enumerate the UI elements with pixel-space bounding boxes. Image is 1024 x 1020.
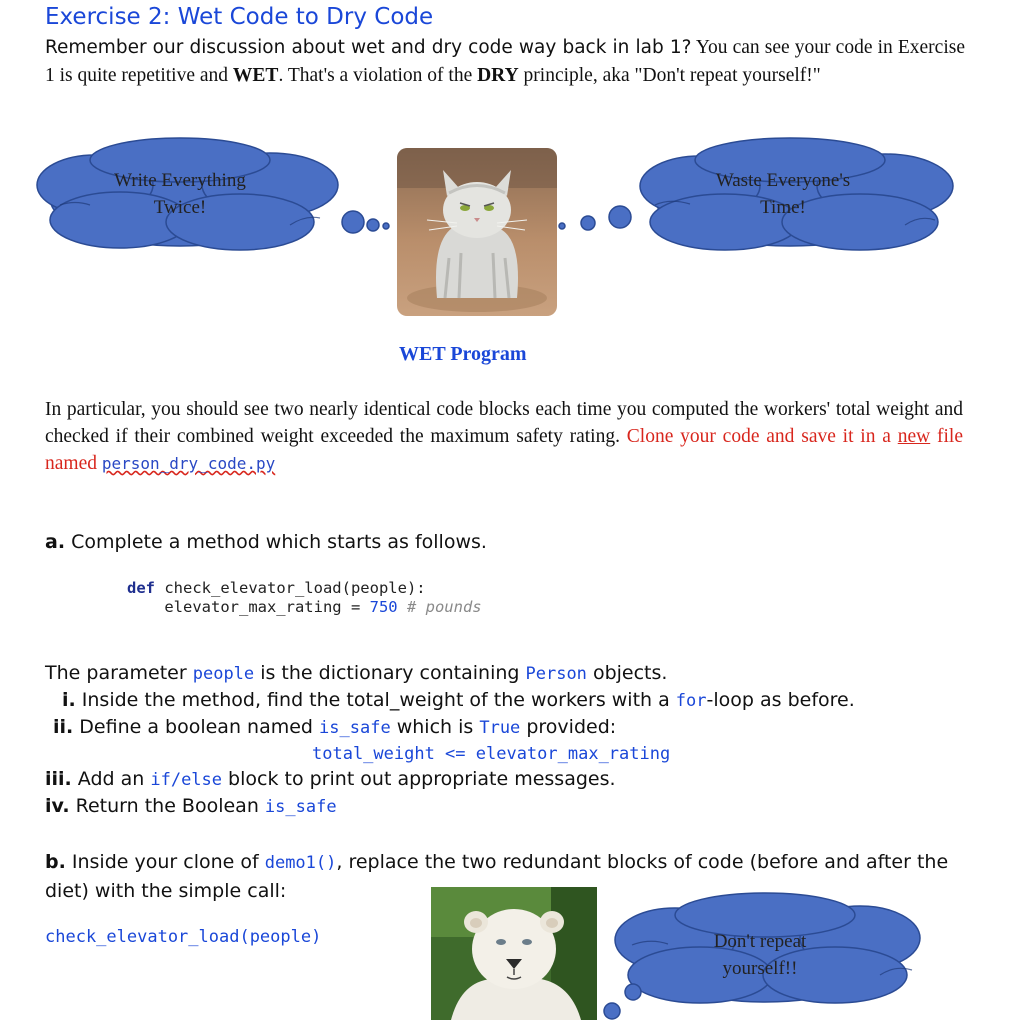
section-b-demo1: demo1(): [264, 853, 337, 873]
intro-part2: You can see your code in Exercise 1 is quite repetitive and: [45, 37, 965, 86]
code-block-method-def: [127, 579, 482, 617]
param-t1: The parameter: [45, 662, 193, 684]
step-i: [62, 689, 855, 711]
particular-paragraph: [45, 396, 963, 477]
particular-text: In particular, you should see two nearly identical code blocks each time you computed the workers' total weight and checked if their combined weight exceeded the maximum safety rating.: [45, 399, 963, 447]
step-ii-t3: provided:: [520, 716, 617, 738]
section-b-t2: , replace the two redundant blocks of code (before and after the diet) with the simple call:: [45, 851, 949, 902]
wet-program-caption: WET Program: [399, 343, 527, 365]
cloud-bottom-text: [660, 928, 860, 982]
code-line2: elevator_max_rating =: [127, 598, 370, 616]
cloud-right-text: [673, 167, 893, 221]
step-iv-label: iv.: [45, 795, 70, 817]
cloud-right-line1: Waste Everyone's: [715, 170, 851, 191]
step-i-t1: Inside the method, find the total_weight of the workers with a: [75, 689, 676, 711]
step-iii: [45, 768, 616, 790]
intro-part1: Remember our discussion about wet and dry code way back in lab 1?: [45, 37, 692, 58]
step-i-t2: -loop as before.: [706, 689, 855, 711]
clone-instruction-1: Clone your code and save it in a: [626, 426, 898, 447]
safety-condition: total_weight <= elevator_max_rating: [312, 744, 671, 764]
step-iii-t2: block to print out appropriate messages.: [222, 768, 616, 790]
exercise-title: Exercise 2: Wet Code to Dry Code: [45, 4, 434, 30]
white-lion-image: [431, 887, 597, 1020]
step-iv-is-safe: is_safe: [264, 797, 337, 817]
clone-instruction-2: file named: [45, 426, 963, 474]
step-iii-ifelse: if/else: [150, 770, 223, 790]
clone-instruction-new: new: [897, 426, 931, 447]
intro-wet: WET: [232, 65, 279, 86]
param-t3: objects.: [586, 662, 668, 684]
wet-cat-image: [397, 148, 557, 316]
cloud-left-line2: Twice!: [153, 197, 207, 218]
step-iv: [45, 795, 337, 817]
step-ii-is-safe: is_safe: [319, 718, 391, 738]
cloud-right-line2: Time!: [760, 197, 806, 218]
param-people: people: [192, 664, 255, 684]
step-i-label: i.: [62, 689, 76, 711]
code-def-keyword: def: [127, 579, 155, 597]
step-i-for: for: [675, 691, 707, 711]
intro-part3: . That's a violation of the: [278, 65, 478, 86]
section-b-label: b.: [45, 851, 66, 873]
section-a-label: a.: [45, 531, 66, 553]
step-ii: [53, 716, 616, 738]
step-iii-label: iii.: [45, 768, 72, 790]
intro-dry: DRY: [477, 65, 519, 86]
code-signature: check_elevator_load(people):: [155, 579, 426, 597]
cloud-left-text: [70, 167, 290, 221]
cloud-bottom-line1: Don't repeat: [713, 931, 807, 952]
intro-part4: principle, aka "Don't repeat yourself!": [518, 65, 821, 86]
step-iii-t1: Add an: [71, 768, 151, 790]
section-a-heading: [45, 531, 487, 553]
step-ii-t2: which is: [390, 716, 480, 738]
section-a-text: Complete a method which starts as follows.: [65, 531, 487, 553]
step-iv-t1: Return the Boolean: [69, 795, 265, 817]
param-t2: is the dictionary containing: [254, 662, 526, 684]
step-ii-t1: Define a boolean named: [73, 716, 320, 738]
dry-code-filename: person_dry_code.py: [101, 454, 276, 473]
param-person: Person: [525, 664, 587, 684]
cloud-bottom-line2: yourself!!: [722, 958, 798, 979]
section-b-t1: Inside your clone of: [65, 851, 265, 873]
step-ii-true: True: [479, 718, 521, 738]
parameter-line: [45, 662, 667, 684]
code-comment: # pounds: [397, 598, 482, 616]
check-elevator-load-call: check_elevator_load(people): [45, 927, 322, 947]
code-number: 750: [369, 598, 398, 616]
cloud-left-line1: Write Everything: [114, 170, 246, 191]
step-ii-label: ii.: [53, 716, 74, 738]
